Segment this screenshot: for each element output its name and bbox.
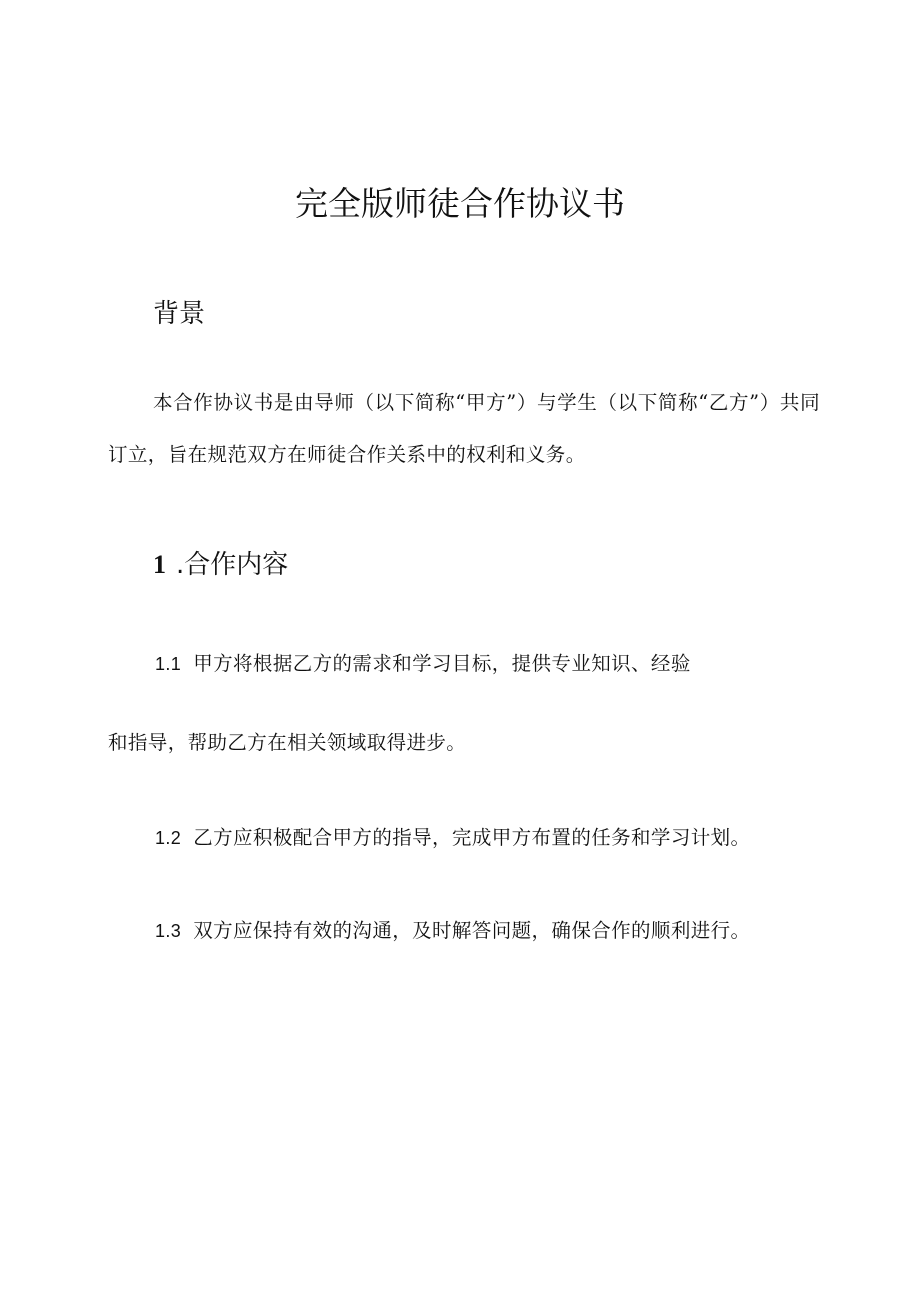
clause-1-2-text: 乙方应积极配合甲方的指导，完成甲方布置的任务和学习计划。: [193, 826, 751, 849]
clause-1-3: [155, 915, 750, 943]
clause-1-3-text: 双方应保持有效的沟通，及时解答问题，确保合作的顺利进行。: [193, 919, 751, 942]
section-1-number: 1: [153, 550, 166, 579]
clause-1-2-number: 1.2: [155, 828, 182, 848]
clause-1-1: [155, 648, 691, 676]
clause-1-2: [155, 822, 750, 850]
section-1-heading: [153, 544, 288, 581]
section-1-title: .合作内容: [176, 550, 289, 580]
clause-1-1-text-line1: 甲方将根据乙方的需求和学习目标，提供专业知识、经验: [193, 652, 691, 675]
background-heading: 背景: [153, 299, 206, 329]
clause-1-1-continuation: 和指导，帮助乙方在相关领域取得进步。: [108, 731, 467, 754]
document-title: 完全版师徒合作协议书: [295, 184, 625, 223]
background-paragraph: 本合作协议书是由导师（以下简称“甲方”）与学生（以下简称“乙方”）共同订立，旨在规范双方在师徒合作关系中的权利和义务。: [108, 391, 820, 466]
clause-1-1-number: 1.1: [155, 654, 182, 674]
clause-1-3-number: 1.3: [155, 921, 182, 941]
